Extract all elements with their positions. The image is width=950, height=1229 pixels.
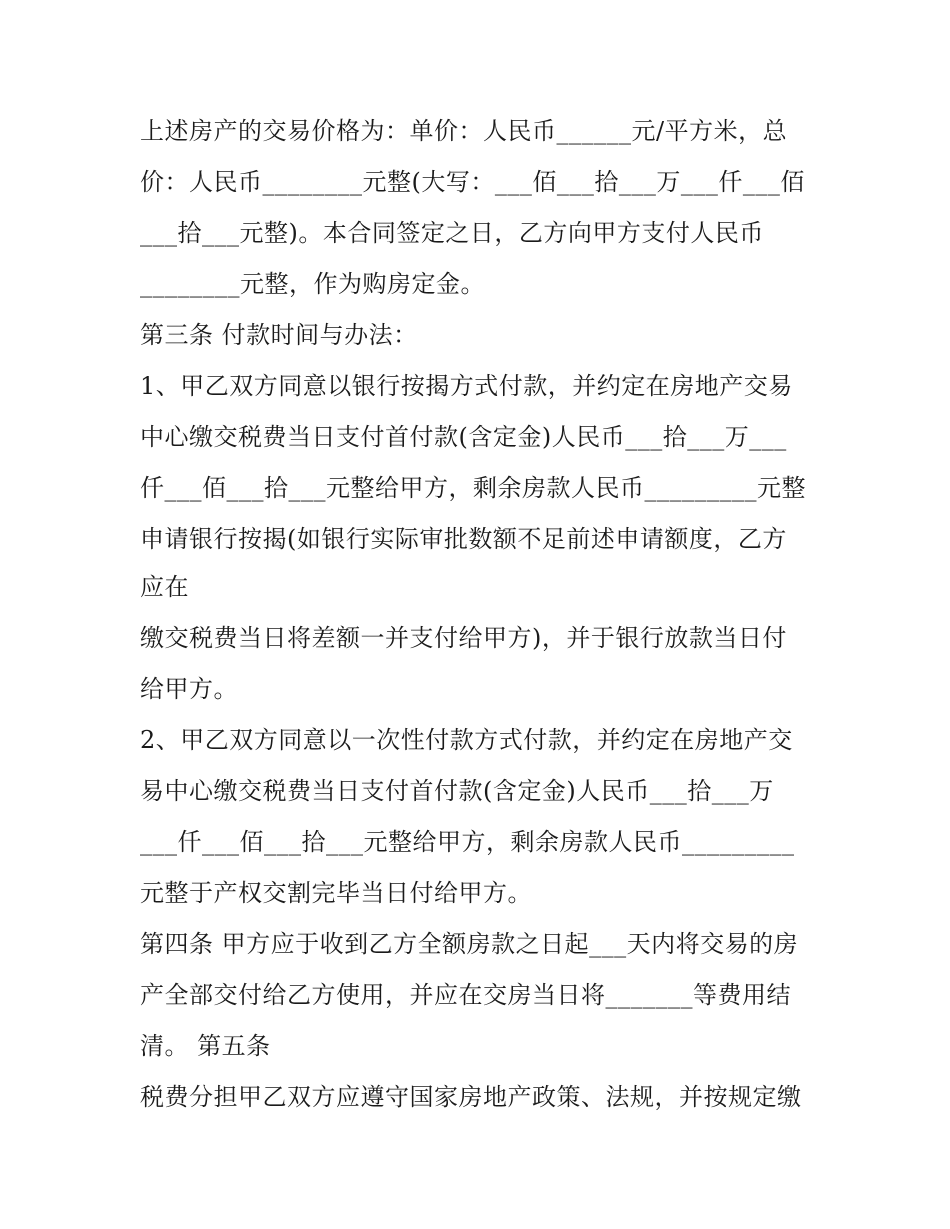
section-heading: 第四条 甲方应于收到乙方全额房款之日起___天内将交易的房: [140, 930, 799, 958]
text-line: ________元整，作为购房定金。: [140, 270, 485, 298]
text-line: ___拾___元整)。本合同签定之日，乙方向甲方支付人民币: [140, 219, 764, 247]
text-line: 2、甲乙双方同意以一次性付款方式付款，并约定在房地产交: [140, 726, 793, 754]
text-line: ___仟___佰___拾___元整给甲方，剩余房款人民币_________: [140, 828, 795, 856]
text-line: 易中心缴交税费当日支付首付款(含定金)人民币___拾___万: [140, 777, 774, 805]
text-line: 申请银行按揭(如银行实际审批数额不足前述申请额度，乙方: [140, 525, 787, 553]
text-line: 税费分担甲乙双方应遵守国家房地产政策、法规，并按规定缴: [140, 1083, 802, 1111]
text-line: 仟___佰___拾___元整给甲方，剩余房款人民币_________元整: [140, 474, 806, 502]
text-line: 元整于产权交割完毕当日付给甲方。: [140, 879, 532, 907]
text-line: 清。 第五条: [140, 1032, 271, 1060]
section-heading: 第三条 付款时间与办法：: [140, 321, 418, 349]
text-line: 缴交税费当日将差额一并支付给甲方)，并于银行放款当日付: [140, 624, 787, 652]
text-line: 1、甲乙双方同意以银行按揭方式付款，并约定在房地产交易: [140, 372, 793, 400]
text-line: 上述房产的交易价格为：单价：人民币______元/平方米，总: [140, 117, 788, 145]
text-line: 应在: [140, 573, 189, 601]
text-line: 中心缴交税费当日支付首付款(含定金)人民币___拾___万___: [140, 423, 787, 451]
text-line: 给甲方。: [140, 675, 238, 703]
text-line: 价：人民币________元整(大写：___佰___拾___万___仟___佰: [140, 168, 805, 196]
text-line: 产全部交付给乙方使用，并应在交房当日将_______等费用结: [140, 981, 791, 1009]
